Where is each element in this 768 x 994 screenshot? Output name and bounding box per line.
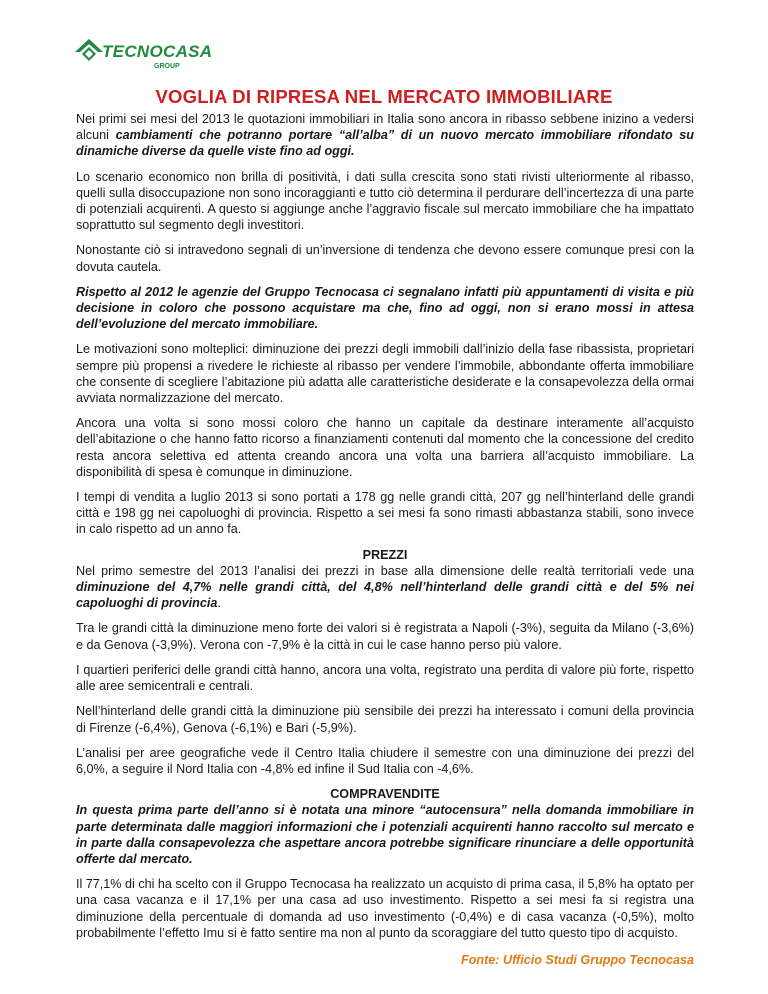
heading-compravendite: COMPRAVENDITE (330, 787, 440, 802)
paragraph-hinterland: Nell’hinterland delle grandi città la diminuzione più sensibile dei prezzi ha interessato i comuni della provincia di Firenze (-6,4%), Genova (-6,1%) e Bari (-5,9%). (76, 704, 694, 735)
paragraph-motivations: Le motivazioni sono molteplici: diminuzione dei prezzi degli immobili dall’inizio della fase ribassista, proprietari sempre più propensi a rivedere le richieste al ribasso per vendere l’immobile, abbondante offerta immobiliare che consente di scegliere l’abitazione più adatta alle caratteristiche desiderate e la consapevolezza della ormai avviata normalizzazione del mercato. (76, 342, 694, 406)
page-title: VOGLIA DI RIPRESA NEL MERCATO IMMOBILIARE (155, 86, 613, 107)
paragraph-areas: L’analisi per aree geografiche vede il Centro Italia chiudere il semestre con una diminuzione dei prezzi del 6,0%, a seguire il Nord Italia con -4,8% ed infine il Sud Italia con -4,6%. (76, 745, 694, 776)
paragraph-selfcensorship: In questa prima parte dell’anno si è notata una minore “autocensura” nella domanda immobiliare in parte determinata dalle maggiori informazioni che i potenziali acquirenti hanno raccolto sul mercato e in parte dalla consapevolezza che aspettare ancora potrebbe significare rinunciare a delle opportunità offerte dal mercato. (76, 803, 694, 866)
logo-group-text: GROUP (154, 63, 180, 70)
prices-emphasis: diminuzione del 4,7% nelle grandi città, del 4,8% nell’hinterland delle grandi città e del 5% nei capoluoghi di provincia (76, 580, 694, 611)
logo-brand-text: TECNOCASA (102, 42, 213, 61)
prices-end: . (217, 596, 221, 611)
paragraph-periphery: I quartieri periferici delle grandi città hanno, ancora una volta, registrato una perdita di valore più forte, rispetto alle aree semicentrali e centrali. (76, 662, 694, 694)
heading-prezzi: PREZZI (362, 547, 408, 562)
paragraph-prices (76, 563, 694, 612)
prices-text: Nel primo semestre del 2013 l’analisi dei prezzi in base alla dimensione delle realtà territoriali vede una (76, 563, 694, 578)
intro-text: Nei primi sei mesi del 2013 le quotazioni immobiliari in Italia sono ancora in ribasso sebbene inizino a vedersi alcuni (76, 112, 694, 143)
house-roof-icon (74, 38, 104, 64)
paragraph-purchase-types: Il 77,1% di chi ha scelto con il Gruppo Tecnocasa ha realizzato un acquisto di prima casa, il 5,8% ha optato per una casa vacanza e il 17,1% per una casa ad uso investimento. Rispetto a sei mesi fa si registra una diminuzione della percentuale di domanda ad uso investimento (-0,4%) e di casa vacanza (-0,5%), molto probabilmente l’effetto Imu si è fatto sentire ma non al punto da scoraggiare del tutto questo tipo di acquisto. (76, 877, 694, 940)
intro-emphasis: cambiamenti che potranno portare “all’alba” di un nuovo mercato immobiliare rifondato su dinamiche diverse da quelle viste fino ad oggi. (76, 128, 694, 159)
paragraph-intro (76, 111, 694, 160)
paragraph-inversion: Nonostante ciò si intravedono segnali di un’inversione di tendenza che devono essere comunque presi con la dovuta cautela. (76, 243, 694, 274)
paragraph-scenario: Lo scenario economico non brilla di positività, i dati sulla crescita sono stati rivisti ulteriormente al ribasso, quelli sulla disoccupazione non sono incoraggianti e tutto ciò determina il perdurare dell’incertezza di una parte di potenziali acquirenti. A questo si aggiunge anche l’aggravio fiscale sul mercato immobiliare che ha impattato soprattutto sul segmento degli investitori. (76, 169, 694, 233)
paragraph-agencies: Rispetto al 2012 le agenzie del Gruppo Tecnocasa ci segnalano infatti più appuntamenti di visita e più decisione in coloro che possono acquistare ma che, fino ad oggi, non si erano mossi in attesa dell’evoluzione del mercato immobiliare. (76, 284, 694, 332)
source-note: Fonte: Ufficio Studi Gruppo Tecnocasa (461, 953, 694, 967)
tecnocasa-logo (74, 38, 213, 78)
paragraph-cities: Tra le grandi città la diminuzione meno forte dei valori si è registrata a Napoli (-3%), seguita da Milano (-3,6%) e da Genova (-3,9%). Verona con -7,9% è la città in cui le case hanno perso più valore. (76, 621, 694, 652)
paragraph-buyers: Ancora una volta si sono mossi coloro che hanno un capitale da destinare interamente all’acquisto dell’abitazione o che hanno fatto ricorso a finanziamenti contenuti dal momento che la concessione del credito resta ancora selettiva ed attenta creando ancora una volta una barriera all’acquisto immobiliare. La disponibilità di spesa è comunque in diminuzione. (76, 416, 694, 479)
article-body (76, 111, 694, 950)
paragraph-selling-times: I tempi di vendita a luglio 2013 si sono portati a 178 gg nelle grandi città, 207 gg nell’hinterland delle grandi città e 198 gg nei capoluoghi di provincia. Rispetto a sei mesi fa sono rimasti abbastanza stabili, sono invece in calo rispetto ad un anno fa. (76, 490, 694, 537)
